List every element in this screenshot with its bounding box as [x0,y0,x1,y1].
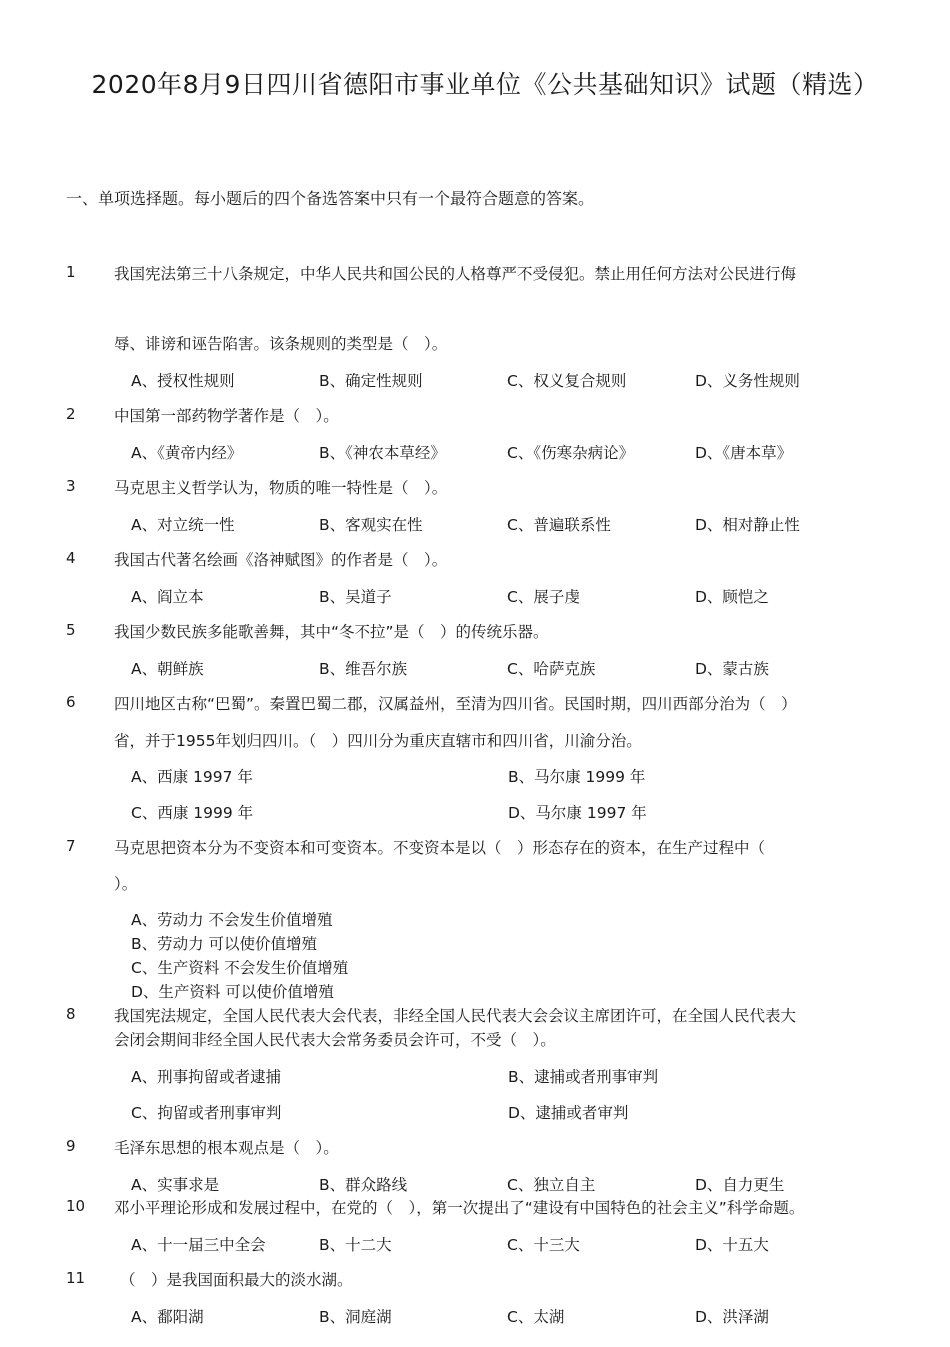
option-b: B、十二大 [319,1236,392,1254]
option-d: D、生产资料 可以使价值增殖 [131,983,334,1001]
option-c: C、普遍联系性 [507,516,611,534]
question-number: 5 [66,621,76,639]
option-b: B、群众路线 [319,1176,408,1194]
question-number: 10 [66,1197,86,1215]
question-number: 3 [66,477,76,495]
question-text: 毛泽东思想的根本观点是（ ）。 [114,1139,339,1157]
option-d: D、相对静止性 [695,516,800,534]
option-c: C、拘留或者刑事审判 [131,1104,282,1122]
section-heading: 一、单项选择题。每小题后的四个备选答案中只有一个最符合题意的答案。 [66,189,595,208]
option-b: B、客观实在性 [319,516,423,534]
option-a: A、阎立本 [131,588,204,606]
question-text: 我国宪法规定，全国人民代表大会代表，非经全国人民代表大会会议主席团许可，在全国人民代表大 [114,1007,797,1025]
option-d: D、义务性规则 [695,372,800,390]
option-a: A、鄱阳湖 [131,1308,204,1326]
question-text: 马克思主义哲学认为，物质的唯一特性是（ ）。 [114,479,448,497]
option-d: D、马尔康 1997 年 [508,804,647,822]
option-a: A、对立统一性 [131,516,235,534]
option-b: B、马尔康 1999 年 [508,768,646,786]
question-text: 我国宪法第三十八条规定，中华人民共和国公民的人格尊严不受侵犯。禁止用任何方法对公民进行侮 [114,265,797,283]
option-a: A、十一届三中全会 [131,1236,266,1254]
option-a: A、朝鲜族 [131,660,204,678]
option-b: B、劳动力 可以使价值增殖 [131,935,318,953]
option-a: A、实事求是 [131,1176,220,1194]
question-text: 马克思把资本分为不变资本和可变资本。不变资本是以（ ）形态存在的资本，在生产过程中（ [114,839,766,857]
option-d: D、蒙古族 [695,660,769,678]
question-number: 4 [66,549,76,567]
option-c: C、独立自主 [507,1176,596,1194]
option-b: B、洞庭湖 [319,1308,392,1326]
question-text: 我国古代著名绘画《洛神赋图》的作者是（ ）。 [114,551,448,569]
option-b: B、确定性规则 [319,372,423,390]
option-c: C、权义复合规则 [507,372,627,390]
option-c: C、十三大 [507,1236,580,1254]
option-b: B、《神农本草经》 [319,444,446,462]
question-number: 8 [66,1005,76,1023]
option-c: C、太湖 [507,1308,565,1326]
question-text: 四川地区古称“巴蜀”。秦置巴蜀二郡，汉属益州，至清为四川省。民国时期，四川西部分治为（ ） [114,695,797,713]
option-b: B、逮捕或者刑事审判 [508,1068,659,1086]
option-a: A、劳动力 不会发生价值增殖 [131,911,333,929]
option-c: C、西康 1999 年 [131,804,254,822]
page-title: 2020年8月9日四川省德阳市事业单位《公共基础知识》试题（精选） [91,70,879,99]
question-number: 6 [66,693,76,711]
option-d: D、逮捕或者审判 [508,1104,629,1122]
option-b: B、吴道子 [319,588,392,606]
option-d: D、顾恺之 [695,588,769,606]
question-number: 1 [66,263,76,281]
option-d: D、自力更生 [695,1176,785,1194]
question-text: 会闭会期间非经全国人民代表大会常务委员会许可，不受（ ）。 [114,1031,556,1049]
option-a: A、授权性规则 [131,372,235,390]
option-c: C、生产资料 不会发生价值增殖 [131,959,349,977]
option-a: A、西康 1997 年 [131,768,253,786]
option-a: A、刑事拘留或者逮捕 [131,1068,282,1086]
question-text: 我国少数民族多能歌善舞，其中“冬不拉”是（ ）的传统乐器。 [114,623,549,641]
option-d: D、十五大 [695,1236,769,1254]
question-text: 省，并于1955年划归四川。（ ）四川分为重庆直辖市和四川省，川渝分治。 [114,732,642,750]
question-text: ）。 [114,875,138,893]
question-number: 9 [66,1137,76,1155]
question-number: 7 [66,837,76,855]
question-number: 11 [66,1269,86,1287]
question-text: 中国第一部药物学著作是（ ）。 [114,407,339,425]
question-number: 2 [66,405,76,423]
option-a: A、《黄帝内经》 [131,444,243,462]
option-d: D、洪泽湖 [695,1308,769,1326]
option-d: D、《唐本草》 [695,444,793,462]
option-c: C、《伤寒杂病论》 [507,444,635,462]
option-c: C、哈萨克族 [507,660,596,678]
question-text: 辱、诽谤和诬告陷害。该条规则的类型是（ ）。 [114,335,448,353]
option-b: B、维吾尔族 [319,660,408,678]
question-text: （ ）是我国面积最大的淡水湖。 [120,1271,353,1289]
option-c: C、展子虔 [507,588,580,606]
question-text: 邓小平理论形成和发展过程中，在党的（ ），第一次提出了“建设有中国特色的社会主义”科学命题。 [114,1199,805,1217]
